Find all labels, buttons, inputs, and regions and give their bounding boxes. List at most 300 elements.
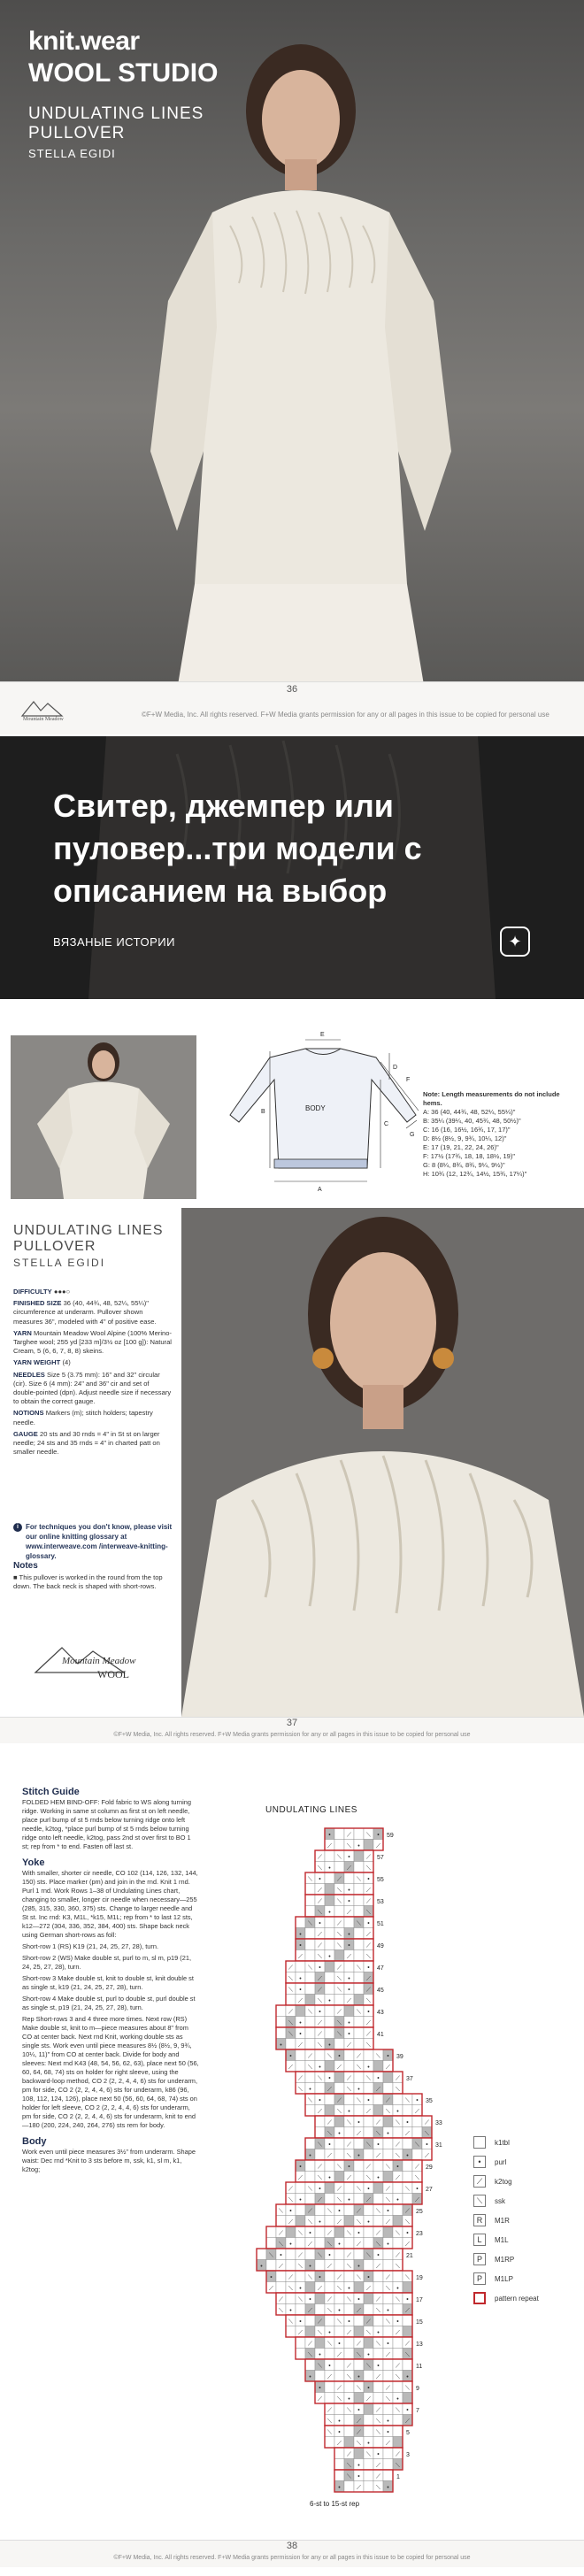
chart-symbol: • xyxy=(309,2153,311,2159)
chart-symbol: ⟋ xyxy=(318,2396,322,2403)
chart-cell xyxy=(344,2381,354,2393)
chart-symbol: ⟋ xyxy=(347,2451,351,2458)
chart-cell xyxy=(325,2027,334,2039)
chart-symbol: • xyxy=(416,2186,419,2193)
chart-symbol: ⟋ xyxy=(347,1910,351,1916)
chart-symbol: • xyxy=(357,2230,360,2237)
chart-symbol: • xyxy=(367,2219,370,2226)
chart-symbol: ⟍ xyxy=(376,2308,380,2314)
chart-cell xyxy=(344,2426,354,2437)
chart-cell xyxy=(403,2160,412,2172)
chart-symbol: ⟍ xyxy=(327,2208,332,2215)
chart-symbol: ⟍ xyxy=(357,2441,361,2447)
pattern-title-line2: PULLOVER xyxy=(13,1239,96,1254)
chart-symbol: ⟍ xyxy=(396,2463,400,2469)
chart-symbol: ⟋ xyxy=(308,2341,312,2348)
chart-symbol: • xyxy=(406,2230,409,2237)
chart-row-label: 3 xyxy=(406,2452,410,2458)
chart-cell xyxy=(305,2194,315,2205)
chart-cell xyxy=(383,2149,393,2161)
pattern-title-line1: UNDULATING LINES xyxy=(28,104,204,123)
chart-cell xyxy=(383,2083,393,2095)
chart-symbol: • xyxy=(377,2330,380,2336)
chart-cell xyxy=(373,2216,383,2227)
chart-cell xyxy=(276,2282,286,2294)
note-line: F: 17½ (17¾, 18, 18, 18½, 19)" xyxy=(423,1152,515,1160)
chart-symbol: • xyxy=(260,2264,263,2270)
chart-row-label: 49 xyxy=(377,1943,384,1949)
chart-symbol: • xyxy=(396,2396,399,2403)
chart-cell xyxy=(403,2105,412,2117)
chart-symbol: • xyxy=(377,2142,380,2149)
chart-cell xyxy=(412,2149,422,2161)
chart-symbol: ⟋ xyxy=(298,2175,303,2181)
chart-symbol: ⟍ xyxy=(366,1865,371,1872)
yoke-paragraph: Short-row 3 Make double st, knit to double st, knit double st as single st, k19 (21, 24, 25, 27, 28), turn. xyxy=(22,1974,194,1991)
spec-item: NEEDLES Size 5 (3.75 mm): 16" and 32" circular (cir). Size 6 (4 mm): 24" and 36" cir and set of double-pointed (dpn). Adjust needle size if necessary to obtain the correct gauge. xyxy=(13,1370,172,1406)
chart-cell xyxy=(286,2326,296,2338)
chart-cell xyxy=(354,2105,364,2117)
chart-symbol: ⟍ xyxy=(308,2219,312,2226)
chart-symbol: • xyxy=(348,1898,350,1905)
chart-cell xyxy=(403,2359,412,2371)
chart-symbol: • xyxy=(319,1876,321,1883)
chart-title: UNDULATING LINES xyxy=(265,1805,357,1815)
chart-row-label: 9 xyxy=(416,2386,419,2392)
spec-item: DIFFICULTY ●●●○ xyxy=(13,1288,71,1296)
chart-cell xyxy=(364,2426,373,2437)
chart-symbol: • xyxy=(348,2396,350,2403)
chart-cell xyxy=(315,2127,325,2139)
chart-cell xyxy=(364,2083,373,2095)
chart-symbol: • xyxy=(309,2296,311,2303)
chart-row-label: 39 xyxy=(396,2054,403,2060)
chart-symbol: ⟋ xyxy=(347,1998,351,2004)
chart-symbol: ⟋ xyxy=(405,2208,410,2215)
chart-cell xyxy=(325,1983,334,1995)
chart-cell xyxy=(393,2349,403,2360)
chart-cell xyxy=(334,2326,344,2338)
chart-cell xyxy=(364,2403,373,2415)
chart-symbol: ⟋ xyxy=(318,1987,322,1994)
chart-symbol: • xyxy=(387,2429,389,2436)
chart-symbol: ⟋ xyxy=(288,2065,293,2071)
chart-cell xyxy=(383,2470,393,2481)
chart-cell xyxy=(315,2204,325,2216)
chart-symbol: ⟍ xyxy=(347,2264,351,2270)
chart-cell xyxy=(325,2393,334,2404)
chart-symbol: • xyxy=(367,2352,370,2358)
chart-cell xyxy=(344,2415,354,2426)
chart-cell xyxy=(334,2072,344,2083)
legend-item: P M1LP xyxy=(473,2269,571,2288)
chart-symbol: • xyxy=(396,2109,399,2115)
chart-symbol: • xyxy=(338,2308,341,2314)
chart-symbol: ⟍ xyxy=(337,1942,342,1949)
chart-row-label: 1 xyxy=(396,2474,400,2480)
chart-cell xyxy=(257,2249,266,2260)
copyright-text: ©F+W Media, Inc. All rights reserved. F+W Media grants permission for any or all pages in this issue to be copied for personal use xyxy=(142,711,549,719)
chart-cell xyxy=(373,2094,383,2105)
chart-symbol: ⟋ xyxy=(327,1843,332,1849)
chart-symbol: • xyxy=(387,2242,389,2248)
chart-symbol: ⟋ xyxy=(396,2175,400,2181)
chart-cell xyxy=(325,2437,334,2449)
chart-cell xyxy=(383,2116,393,2127)
chart-symbol: • xyxy=(299,2031,302,2038)
chart-cell xyxy=(373,2061,383,2072)
chart-row-label: 13 xyxy=(416,2341,423,2348)
chart-symbol: ⟋ xyxy=(337,2097,342,2104)
chart-symbol: ⟋ xyxy=(337,2352,342,2358)
chart-symbol: ⟍ xyxy=(308,2274,312,2281)
chart-symbol: ⟋ xyxy=(415,2164,419,2171)
chart-symbol: • xyxy=(348,1854,350,1861)
chart-symbol: ⟍ xyxy=(347,2087,351,2093)
chart-symbol: ⟍ xyxy=(386,2396,390,2403)
chart-cell xyxy=(373,2160,383,2172)
chart-cell xyxy=(354,2315,364,2326)
chart-cell xyxy=(354,2027,364,2039)
chart-cell xyxy=(286,2039,296,2050)
chart-symbol: • xyxy=(357,2087,360,2093)
chart-symbol: ⟍ xyxy=(396,2374,400,2380)
instructions-column xyxy=(22,1788,199,2177)
chart-cell xyxy=(344,2271,354,2282)
chart-symbol: ⟋ xyxy=(318,1898,322,1905)
chart-symbol: ⟍ xyxy=(405,2097,410,2104)
chart-symbol: • xyxy=(309,2087,311,2093)
chart-cell xyxy=(393,2437,403,2449)
chart-cell xyxy=(334,2083,344,2095)
chart-cell xyxy=(364,2481,373,2493)
chart-symbol: ⟋ xyxy=(318,2020,322,2026)
chart-cell xyxy=(276,2216,286,2227)
chart-symbol: ⟍ xyxy=(337,2109,342,2115)
chart-cell xyxy=(334,2138,344,2149)
chart-symbol: • xyxy=(299,2020,302,2026)
chart-row-label: 45 xyxy=(377,1988,384,1994)
chart-cell xyxy=(296,1961,305,1972)
chart-symbol: ⟍ xyxy=(376,2418,380,2425)
chart-row-label: 57 xyxy=(377,1855,384,1861)
chart-symbol: ⟍ xyxy=(288,2318,293,2326)
chart-cell xyxy=(344,2437,354,2449)
chart-symbol: • xyxy=(319,2274,321,2281)
chart-symbol: ⟍ xyxy=(366,1832,371,1839)
chart-cell xyxy=(334,2371,344,2382)
chart-cell xyxy=(403,2326,412,2338)
chart-cell xyxy=(393,2271,403,2282)
chart-cell xyxy=(344,2481,354,2493)
chart-cell xyxy=(325,2160,334,2172)
chart-symbol: • xyxy=(387,2208,389,2215)
chart-symbol: ⟋ xyxy=(396,2451,400,2458)
chart-cell xyxy=(325,1928,334,1940)
chart-symbol: ⟋ xyxy=(327,2230,332,2237)
chart-row-label: 53 xyxy=(377,1899,384,1905)
note-line: B: 35¼ (39¼, 40, 45¾, 48, 50½)" xyxy=(423,1117,521,1125)
chart-symbol: ⟍ xyxy=(366,1998,371,2004)
chart-symbol: ⟍ xyxy=(318,2042,322,2049)
chart-symbol: ⟍ xyxy=(337,1854,342,1861)
chart-cell xyxy=(354,1983,364,1995)
chart-cell xyxy=(296,2238,305,2249)
chart-symbol: • xyxy=(338,2341,341,2348)
chart-symbol: ⟋ xyxy=(357,2341,361,2348)
chart-cell xyxy=(334,2448,344,2459)
chart-symbol: • xyxy=(299,1932,302,1938)
chart-cell xyxy=(383,2293,393,2304)
chart-symbol: ⟋ xyxy=(318,2164,322,2171)
chart-grid xyxy=(217,1821,473,2529)
chart-cell xyxy=(296,2349,305,2360)
chart-cell xyxy=(305,1950,315,1962)
chart-cell xyxy=(315,2149,325,2161)
chart-symbol: ⟍ xyxy=(318,1910,322,1916)
chart-cell xyxy=(344,2204,354,2216)
chart-symbol: ⟋ xyxy=(298,1954,303,1960)
chart-symbol: • xyxy=(357,2473,360,2480)
chart-symbol: ⟋ xyxy=(376,2374,380,2380)
chart-symbol: • xyxy=(367,1876,370,1883)
chart-cell xyxy=(354,2160,364,2172)
chart-symbol: ⟍ xyxy=(337,1932,342,1938)
chart-symbol: • xyxy=(416,2097,419,2104)
chart-cell xyxy=(305,1972,315,1984)
chart-symbol: • xyxy=(289,2208,292,2215)
chart-symbol: ⟋ xyxy=(337,2065,342,2071)
chart-symbol: ⟍ xyxy=(396,2153,400,2159)
chart-row-label: 55 xyxy=(377,1877,384,1883)
chart-symbol: ⟋ xyxy=(337,1876,342,1883)
chart-cell xyxy=(373,2271,383,2282)
chart-symbol: ⟋ xyxy=(366,2286,371,2292)
chart-symbol: • xyxy=(319,2097,321,2104)
chart-symbol: ⟋ xyxy=(366,1898,371,1905)
chart-cell xyxy=(393,2216,403,2227)
chart-symbol: • xyxy=(299,2286,302,2292)
chart-cell xyxy=(393,2304,403,2316)
chart-symbol: ⟍ xyxy=(337,2396,342,2403)
chart-cell xyxy=(403,2282,412,2294)
chart-cell xyxy=(315,2083,325,2095)
chart-cell xyxy=(325,2182,334,2194)
chart-symbol: ⟍ xyxy=(405,2219,410,2226)
chart-symbol: ⟋ xyxy=(376,2407,380,2414)
chart-symbol: • xyxy=(357,2264,360,2270)
chart-cell xyxy=(354,1828,364,1840)
chart-row-label: 59 xyxy=(387,1833,394,1839)
chart-cell xyxy=(354,2448,364,2459)
chart-symbol: ⟍ xyxy=(386,2109,390,2115)
chart-symbol: • xyxy=(357,2119,360,2126)
chart-symbol: ⟋ xyxy=(337,2186,342,2193)
spec-item: YARN WEIGHT (4) xyxy=(13,1358,71,1367)
page-number: 38 xyxy=(286,2541,298,2551)
cover-brand-block xyxy=(28,27,218,160)
legend-item: P M1RP xyxy=(473,2249,571,2269)
chart-symbol: ⟋ xyxy=(288,2274,293,2281)
chart-symbol: ⟍ xyxy=(376,2053,380,2060)
chart-cell xyxy=(296,2337,305,2349)
chart-symbol: ⟍ xyxy=(366,2042,371,2049)
chart-cell xyxy=(354,2138,364,2149)
chart-symbol: ⟍ xyxy=(308,1876,312,1883)
chart-cell xyxy=(315,2116,325,2127)
chart-symbol: ⟍ xyxy=(327,2308,332,2314)
chart-cell xyxy=(276,2017,286,2028)
chart-symbol: ⟍ xyxy=(327,2242,332,2248)
chart-cell xyxy=(364,2204,373,2216)
spec-item: YARN Mountain Meadow Wool Alpine (100% Merino-Targhee wool; 255 yd [233 m]/3½ oz [100 g]): Natural Cream, 5 (6, 6, 7, 8, 8) skeins. xyxy=(13,1328,172,1356)
chart-cell xyxy=(334,2470,344,2481)
chart-symbol: ⟍ xyxy=(288,2020,293,2026)
chart-symbol: • xyxy=(377,2175,380,2181)
article-banner[interactable] xyxy=(0,736,584,999)
chart-symbol: • xyxy=(357,1843,360,1849)
chart-cell xyxy=(403,2315,412,2326)
chart-symbol: • xyxy=(367,2441,370,2447)
chart-cell xyxy=(334,2293,344,2304)
chart-symbol: ⟋ xyxy=(298,1998,303,2004)
chart-symbol: ⟋ xyxy=(386,2097,390,2104)
chart-symbol: • xyxy=(377,2363,380,2370)
chart-symbol: ⟋ xyxy=(318,2318,322,2326)
chart-symbol: ⟍ xyxy=(337,2286,342,2292)
notes-text: ■ This pullover is worked in the round from the top down. The back neck is shaped with short-rows. xyxy=(13,1573,163,1590)
chart-cell xyxy=(364,2049,373,2061)
chart-symbol: ⟍ xyxy=(327,2429,332,2436)
svg-text:Mountain Meadow: Mountain Meadow xyxy=(23,717,64,721)
chart-symbol: • xyxy=(377,2252,380,2259)
chart-symbol: ⟍ xyxy=(347,2296,351,2303)
chart-symbol: ⟋ xyxy=(366,1942,371,1949)
chart-symbol: ⟍ xyxy=(366,2451,371,2458)
chart-symbol: • xyxy=(367,2274,370,2281)
chart-cell xyxy=(325,2005,334,2017)
chart-symbol: • xyxy=(328,1865,331,1872)
chart-symbol: ⟋ xyxy=(318,2286,322,2292)
chart-cell xyxy=(364,2116,373,2127)
stitch-guide-text: FOLDED HEM BIND-OFF: Fold fabric to WS along turning ridge. Working in same st column as first st on left needle, place purl bump of st 5 rnds below turning ridge onto left needle, k2tog, *place purl bump of st 5 rnds below turning ridge onto left needle, k2tog, pass 2nd st over first to BO 1 st; rep from * to end. Fasten off last st. xyxy=(22,1798,191,1850)
chart-cell xyxy=(354,2326,364,2338)
chart-symbol: ⟋ xyxy=(347,2142,351,2149)
chart-symbol: • xyxy=(338,2429,341,2436)
chart-symbol: • xyxy=(348,2031,350,2038)
chart-symbol: ⟍ xyxy=(425,2131,429,2137)
chart-symbol: • xyxy=(348,1987,350,1994)
chart-symbol: • xyxy=(338,2208,341,2215)
chart-symbol: ⟍ xyxy=(376,2208,380,2215)
chart-symbol: ⟍ xyxy=(327,2053,332,2060)
chart-symbol: ⟍ xyxy=(366,2330,371,2336)
chart-cell xyxy=(286,1995,296,2006)
chart-cell xyxy=(334,2149,344,2161)
chart-cell xyxy=(383,2359,393,2371)
chart-cell xyxy=(344,2304,354,2316)
chart-symbol: ⟍ xyxy=(366,1954,371,1960)
chart-cell xyxy=(393,2381,403,2393)
chart-symbol: • xyxy=(309,2264,311,2270)
chart-cell xyxy=(412,2116,422,2127)
chart-symbol: ⟋ xyxy=(279,2230,283,2237)
chart-cell xyxy=(344,1961,354,1972)
yoke-paragraph: Rep Short-rows 3 and 4 three more times. Next row (RS) Make double st, knit to m—piece measures about 8" from CO at center back. Next rnd Knit, working double sts as single sts. Work even until piece measures 8½ (8½, 9, 9¾, 10¼, 11)" from CO at center back. Divide for body and sleeves: Next rnd K43 (48, 54, 56, 62, 63), place next 50 (56, 60, 64, 68, 74) sts on holder for right sleeve, using the backward-loop method, CO 2 (2, 2, 4, 4, 6) sts for underarm, pm for side, CO 2 (2, 2, 4, 4, 6) sts for underarm, k86 (96, 108, 112, 124, 126), place next 50 (56, 60, 64, 68, 74) sts on holder for left sleeve, CO 2 (2, 2, 4, 4, 6) sts for underarm, pm for side, CO 2 (2, 2, 4, 4, 6) sts for underarm, knit to end—180 (200, 224, 240, 264, 276) sts rem for body. xyxy=(22,2015,199,2129)
chart-symbol: ⟋ xyxy=(337,2441,342,2447)
spec-item: GAUGE 20 sts and 30 rnds = 4" in St st on larger needle; 24 sts and 35 rnds = 4" in charted patt on smaller needle. xyxy=(13,1429,160,1457)
chart-symbol: ⟋ xyxy=(405,2418,410,2425)
chart-symbol: • xyxy=(328,2142,331,2149)
chart-symbol: ⟍ xyxy=(357,1965,361,1972)
chart-cell xyxy=(325,2271,334,2282)
schematic-label-b: B xyxy=(261,1109,265,1115)
chart-symbol: ⟋ xyxy=(337,2219,342,2226)
chart-symbol: • xyxy=(299,2318,302,2326)
chart-symbol: ⟍ xyxy=(376,2341,380,2348)
schematic-label-e: E xyxy=(320,1032,325,1038)
chart-symbol: • xyxy=(357,2407,360,2414)
pattern-page-2 xyxy=(0,1027,584,1738)
chart-cell xyxy=(325,1884,334,1895)
chart-cell xyxy=(305,2172,315,2183)
page-number: 36 xyxy=(286,684,298,695)
chart-symbol: ⟋ xyxy=(357,2242,361,2248)
chart-symbol: ⟍ xyxy=(347,2374,351,2380)
sparkle-icon[interactable]: ✦ xyxy=(500,927,530,957)
chart-symbol: • xyxy=(367,2065,370,2071)
chart-symbol: • xyxy=(319,2065,321,2071)
pattern-title-block xyxy=(13,1223,164,1269)
chart-symbol: ⟋ xyxy=(376,2264,380,2270)
chart-symbol: ⟍ xyxy=(318,2330,322,2336)
chart-symbol: • xyxy=(328,2175,331,2181)
chart-symbol: ⟋ xyxy=(308,2053,312,2060)
banner-heading[interactable]: Свитер, джемпер или пуловер...три модели с описанием на выбор xyxy=(53,788,422,909)
chart-cell xyxy=(325,2094,334,2105)
chart-cell xyxy=(373,2437,383,2449)
chart-symbol: ⟍ xyxy=(396,2296,400,2303)
chart-cell xyxy=(383,2459,393,2471)
chart-symbol: • xyxy=(328,2252,331,2259)
chart-symbol: ⟍ xyxy=(308,2009,312,2016)
chart-cell xyxy=(305,1906,315,1918)
chart-symbol: • xyxy=(367,2385,370,2392)
chart-cell xyxy=(364,2470,373,2481)
chart-symbol: • xyxy=(309,2374,311,2380)
chart-symbol: ⟍ xyxy=(308,2352,312,2358)
chart-symbol: • xyxy=(357,2374,360,2380)
yoke-paragraph: Short-row 1 (RS) K19 (21, 24, 25, 27, 28), turn. xyxy=(22,1942,159,1950)
banner-tag[interactable]: ВЯЗАНЫЕ ИСТОРИИ xyxy=(53,935,175,949)
chart-cell xyxy=(325,1917,334,1928)
chart-symbol: ⟍ xyxy=(318,2175,322,2181)
copyright-text: ©F+W Media, Inc. All rights reserved. F+W Media grants permission for any or all pages in this issue to be copied for personal use xyxy=(113,1732,471,1738)
chart-symbol: • xyxy=(396,2164,399,2171)
chart-symbol: ⟋ xyxy=(347,2075,351,2082)
spec-item: FINISHED SIZE 36 (40, 44¾, 48, 52¼, 55¼)" circumference at underarm. Pullover shown measures 36", modeled with 4" of positive ease. xyxy=(13,1299,157,1326)
chart-row-label: 19 xyxy=(416,2275,423,2281)
chart-cell xyxy=(325,2381,334,2393)
chart-symbol: ⟋ xyxy=(376,2153,380,2159)
chart-symbol: ⟋ xyxy=(425,2119,429,2126)
note-line: D: 8½ (8½, 9, 9¾, 10¼, 12)" xyxy=(423,1134,507,1142)
chart-symbol: ⟍ xyxy=(347,2230,351,2237)
chart-symbol: ⟍ xyxy=(405,2385,410,2392)
chart-symbol: • xyxy=(367,1920,370,1927)
pattern-notes xyxy=(13,1562,173,1591)
chart-cell xyxy=(383,2072,393,2083)
